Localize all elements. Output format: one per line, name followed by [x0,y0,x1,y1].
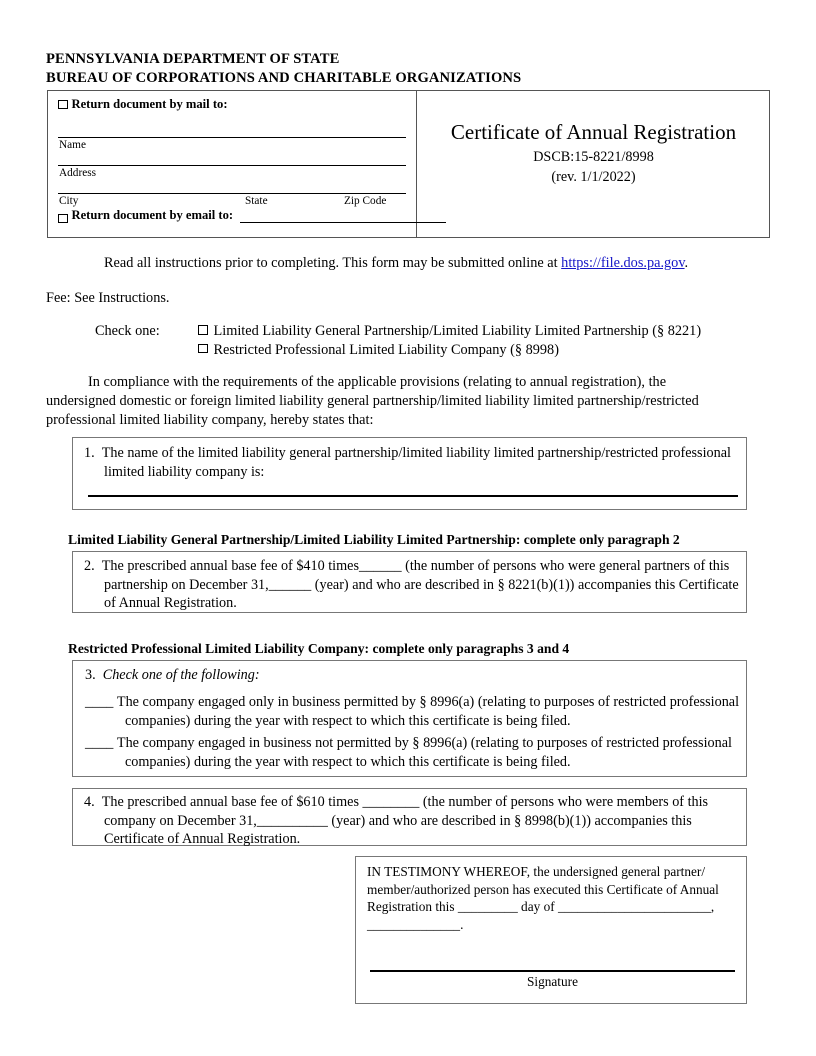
paragraph-1-text-wrap [84,444,744,481]
paragraph-1-box [72,437,747,510]
testimony-box [355,856,747,1004]
online-filing-link[interactable]: https://file.dos.pa.gov [561,255,685,271]
address-label: Address [59,167,97,179]
check-one-option-label: Restricted Professional Limited Liability Company (§ 8998) [213,341,559,358]
testimony-day-blank[interactable]: _________ [457,899,518,915]
state-label: State [245,195,268,207]
check-one-label: Check one: [95,323,160,339]
paragraph-3-option-2[interactable] [85,734,760,771]
paragraph-4-year-blank[interactable]: __________ [256,812,328,829]
testimony-comma: , [710,899,715,915]
zip-code-label: Zip Code [344,195,387,207]
return-by-email-checkbox[interactable] [58,214,68,224]
section-heading-paragraphs-3-4: Restricted Professional Limited Liability Company: complete only paragraphs 3 and 4 [68,641,570,656]
instructions-text: Read all instructions prior to completing. This form may be submitted online at [104,255,562,271]
paragraph-3-option-2-text: The company engaged in business not permitted by § 8996(a) (relating to purposes of restricted professional companies) during the year with respect to which this certificate is being filed. [116,735,732,770]
return-by-email-label: Return document by email to: [71,208,234,222]
check-one-options [198,322,701,359]
checkbox-llgp-lllp[interactable] [198,325,208,335]
signature-input-line[interactable] [370,970,735,972]
compliance-paragraph [46,373,722,429]
paragraph-3-title: Check one of the following: [102,667,260,683]
paragraph-2-number: 2. [84,558,95,574]
section-heading-paragraph-2: Limited Liability General Partnership/Limited Liability Limited Partnership: complete only paragraph 2 [68,532,680,547]
paragraph-4-text-wrap [84,793,754,849]
paragraph-2-text-wrap [84,557,754,613]
instructions-period: . [684,255,689,271]
testimony-part-2: day of [521,899,555,915]
email-field-line[interactable] [240,210,446,223]
city-label: City [59,195,79,207]
paragraph-3-box [72,660,747,777]
testimony-text-wrap [367,863,735,933]
page-title: Certificate of Annual Registration [450,120,737,144]
instructions-line [104,255,688,272]
paragraph-4-part-2: (the number of persons who were members of this company on December 31, [104,794,709,829]
paragraph-2-box [72,551,747,613]
paragraph-3-title-row [85,667,260,684]
testimony-period: . [460,916,464,932]
return-by-mail-row[interactable] [58,97,228,112]
paragraph-3-option-1-blank[interactable]: ____ [85,694,114,710]
address-field-line[interactable] [58,165,406,166]
name-field-line[interactable] [58,137,406,138]
check-one-option-label: Limited Liability General Partnership/Limited Liability Limited Partnership (§ 8221) [213,323,702,339]
paragraph-2-part-3: (year) and who are described in § 8221(b)(1)) accompanies this Certificate of Annual Registration. [104,576,739,612]
paragraph-2-part-2: (the number of persons who were general partners of this partnership on December 31, [104,558,730,593]
testimony-part-1: IN TESTIMONY WHEREOF, the undersigned general partner/ member/authorized person has executed this Certificate of Annual Registration this [367,864,719,915]
return-by-email-row[interactable] [58,208,446,223]
paragraph-1-text: The name of the limited liability general partnership/limited liability limited partnership/restricted professional limited liability company is: [101,445,731,480]
department-header-line-1: PENNSYLVANIA DEPARTMENT OF STATE [46,51,340,67]
return-by-mail-label: Return document by mail to: [71,97,228,111]
return-by-mail-checkbox[interactable] [58,100,68,110]
paragraph-3-number: 3. [85,667,96,683]
paragraph-3-option-2-blank[interactable]: ____ [85,735,114,751]
department-header [46,50,521,87]
name-label: Name [59,139,86,151]
entity-name-input-line[interactable] [88,495,738,497]
paragraph-4-part-3: (year) and who are described in § 8998(b)(1)) accompanies this Certificate of Annual Registration. [104,812,692,848]
paragraph-2-partner-count-blank[interactable]: ______ [358,558,402,574]
paragraph-4-box [72,788,747,846]
testimony-month-blank[interactable]: _______________________ [557,899,711,915]
paragraph-1-number: 1. [84,445,95,461]
paragraph-3-option-1-text: The company engaged only in business permitted by § 8996(a) (relating to purposes of restricted professional companies) during the year with respect to which this certificate is being filed. [116,694,740,729]
check-one-option-8998[interactable] [198,341,701,360]
paragraph-4-part-1: The prescribed annual base fee of $610 times [101,794,359,810]
return-address-and-title-box [47,90,770,238]
testimony-year-blank[interactable]: ______________ [367,916,461,932]
fee-line: Fee: See Instructions. [46,290,170,306]
paragraph-2-part-1: The prescribed annual base fee of $410 times [101,558,359,574]
form-revision-date: (rev. 1/1/2022) [551,169,636,185]
paragraph-4-number: 4. [84,794,95,810]
check-one-option-8221[interactable] [198,322,701,341]
city-state-zip-field-line[interactable] [58,193,406,194]
department-header-line-2: BUREAU OF CORPORATIONS AND CHARITABLE ORGANIZATIONS [46,69,522,86]
signature-label: Signature [527,974,578,989]
paragraph-4-member-count-blank[interactable]: ________ [362,794,420,810]
paragraph-2-year-blank[interactable]: ______ [268,576,312,593]
form-number: DSCB:15-8221/8998 [533,149,654,165]
checkbox-rpllc[interactable] [198,344,208,354]
compliance-paragraph-text: In compliance with the requirements of the applicable provisions (relating to annual registration), the undersigned domestic or foreign limited liability general partnership/limited liability limited partnership/restricted professional limited liability company, hereby states that: [46,374,699,428]
paragraph-3-option-1[interactable] [85,693,760,730]
